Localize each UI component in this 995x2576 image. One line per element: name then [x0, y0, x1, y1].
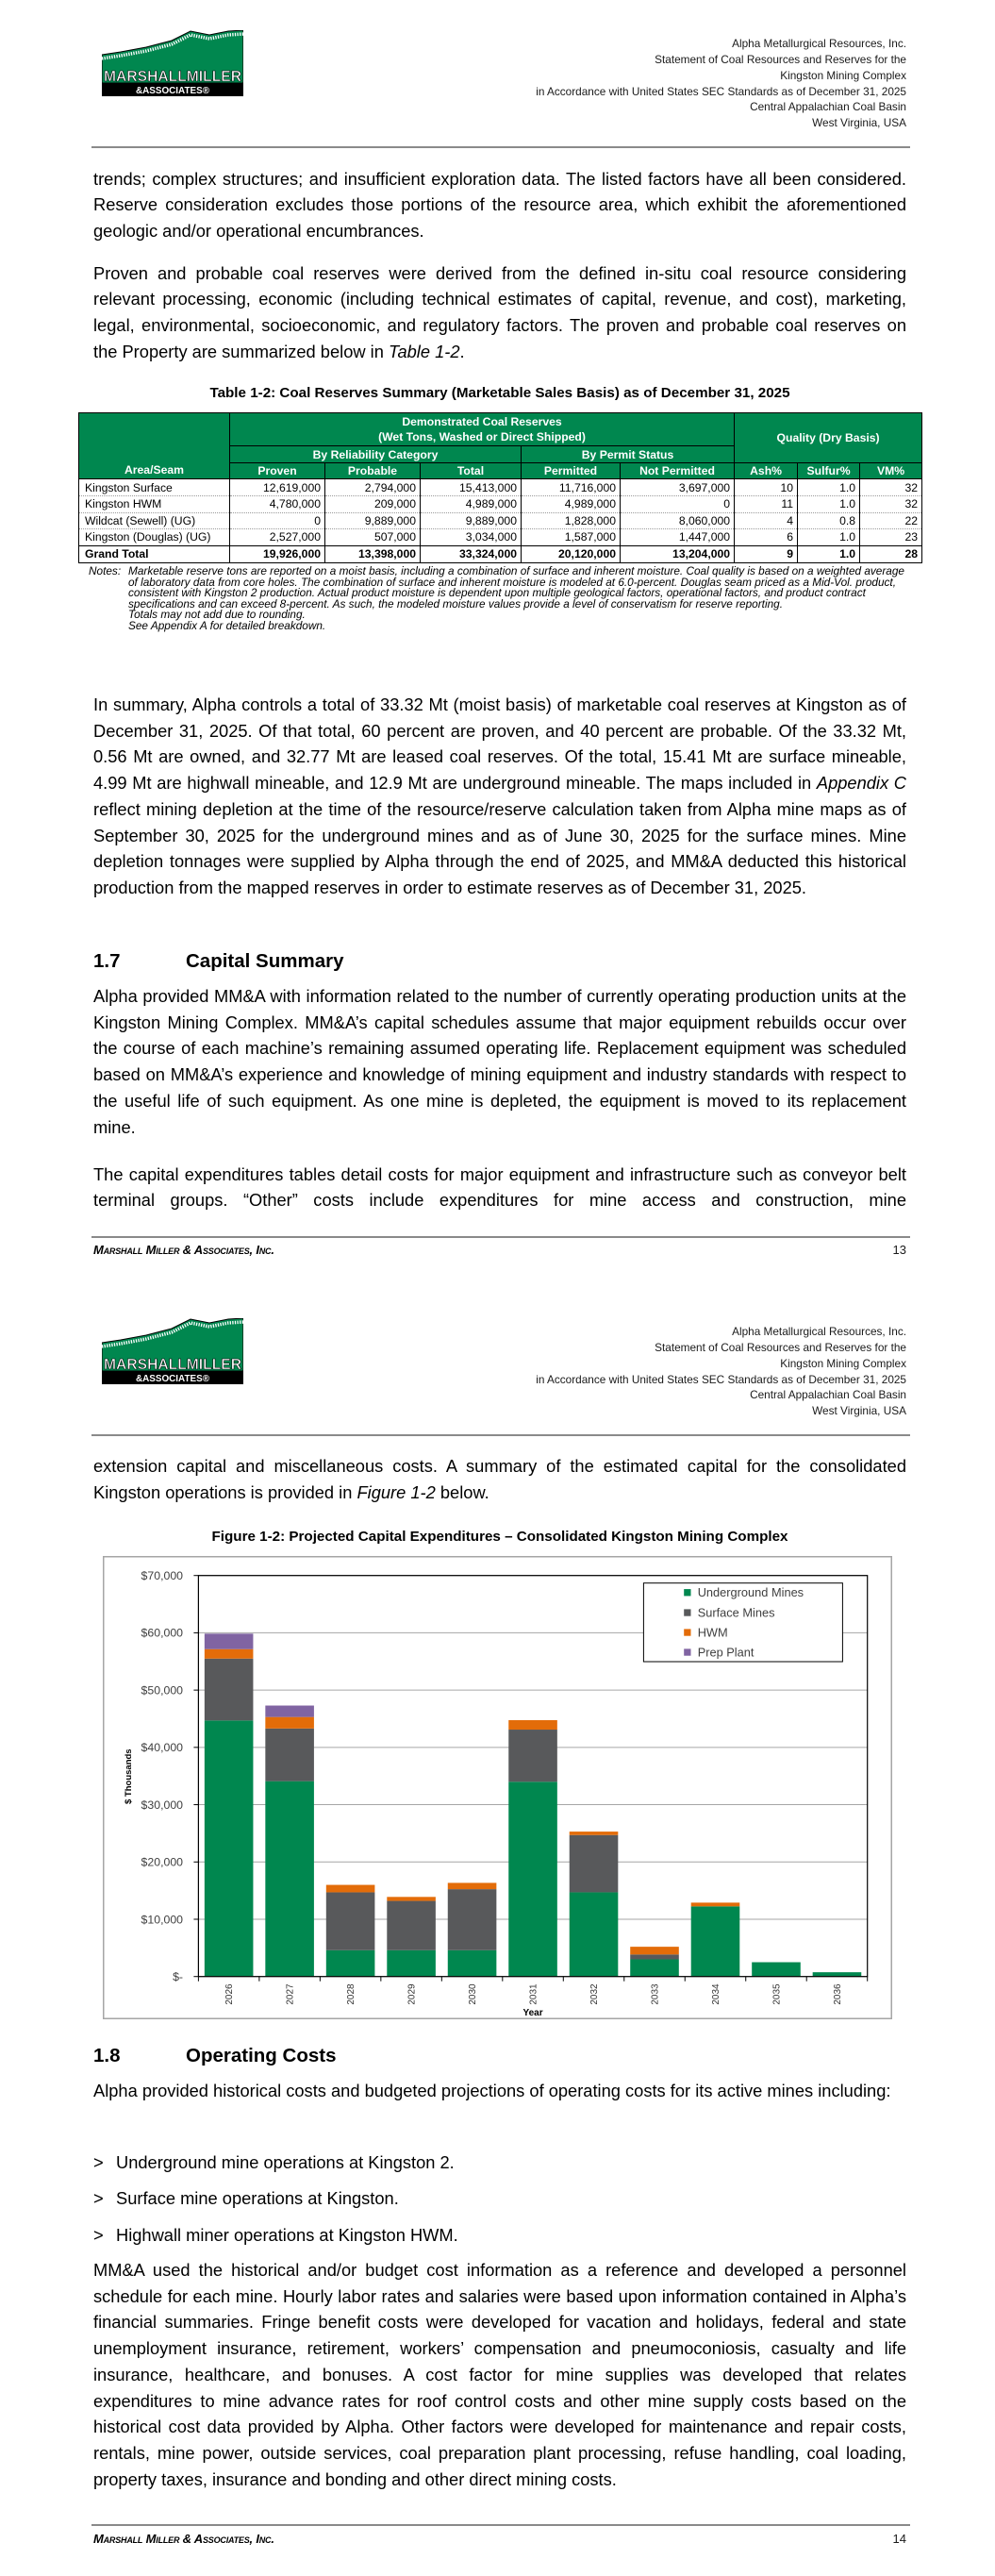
page-number: 14	[892, 2531, 906, 2546]
x-tick-label: 2035	[771, 1983, 783, 2005]
header-standards: in Accordance with United States SEC Standards as of December 31, 2025	[536, 1372, 906, 1386]
bar-surface-mines-2027	[265, 1729, 314, 1781]
paragraph-cost-methodology: MM&A used the historical and/or budget cost information as a reference and developed a personnel schedule for each mine. Hourly labor rates and salaries were based upon information contained in Alpha’s financial summaries. Fringe benefit costs were developed for vacation and holidays, federal and state unemployment insurance, retirement, workers’ compensation and pneumoconiosis, casualty and life insurance, healthcare, and bonuses. A cost factor for mine supplies was developed that relates expenditures to mine advance rates for roof control costs and other mine supply costs based on the historical cost data provided by Alpha. Other factors were developed for maintenance and repair costs, rentals, mine power, outside services, coal preparation plant processing, refuse handling, coal loading, property taxes, insurance and bonding and other direct mining costs.	[93, 2260, 906, 2489]
bar-hwm-2028	[326, 1885, 375, 1893]
cell-sulfur: 0.8	[798, 512, 860, 529]
section-title: Capital Summary	[186, 950, 344, 972]
cell-total: 3,034,000	[421, 529, 522, 546]
y-tick-label: $-	[173, 1970, 183, 1983]
bullet-item	[93, 2185, 906, 2212]
page-number: 13	[892, 1243, 906, 1257]
page-header-text	[322, 1324, 906, 1419]
capital-expenditures-chart	[103, 1556, 892, 2019]
table-row	[79, 512, 922, 529]
cell-ash: 4	[735, 512, 798, 529]
column-header-probable: Probable	[325, 463, 421, 479]
bullet-arrow-icon: >	[93, 2224, 104, 2245]
cell-not-permitted: 13,204,000	[621, 545, 735, 562]
bar-hwm-2033	[630, 1947, 679, 1954]
column-group-demonstrated-reserves	[230, 413, 735, 446]
y-tick-label: $30,000	[141, 1798, 183, 1812]
paragraph-capital-summary-intro	[93, 1453, 906, 1505]
cell-total: 4,989,000	[421, 495, 522, 512]
bar-underground-mines-2027	[265, 1781, 314, 1977]
cell-area-seam: Grand Total	[79, 545, 230, 562]
table-row	[79, 529, 922, 546]
section-heading-operating-costs	[93, 2043, 336, 2069]
legend-label: Underground Mines	[697, 1585, 804, 1600]
bar-hwm-2032	[570, 1832, 619, 1835]
cell-permitted: 20,120,000	[522, 545, 621, 562]
cell-area-seam: Wildcat (Sewell) (UG)	[79, 512, 230, 529]
paragraph-tail: reflect mining depletion at the time of the resource/reserve calculation taken from Alpha mine maps as of September 30, 2025 for the underground mines and as of June 30, 2025 for the surface mines. Mine depletion tonnages were supplied by Alpha through the end of 2025, and MM&A deducted this historical production from the mapped reserves in order to estimate reserves as of December 31, 2025.	[93, 798, 906, 897]
header-company: Alpha Metallurgical Resources, Inc.	[732, 1325, 906, 1339]
bar-surface-mines-2033	[630, 1954, 679, 1959]
bar-prep-plant-2027	[265, 1706, 314, 1717]
bar-surface-mines-2026	[205, 1659, 254, 1721]
paragraph-tail: below.	[435, 1481, 489, 1502]
cell-probable: 2,794,000	[325, 479, 421, 496]
cell-probable: 507,000	[325, 529, 421, 546]
bar-underground-mines-2028	[326, 1950, 375, 1977]
bullet-arrow-icon: >	[93, 2152, 104, 2172]
header-company: Alpha Metallurgical Resources, Inc.	[732, 37, 906, 51]
x-tick-label: 2027	[285, 1983, 296, 2005]
section-heading-capital-summary	[93, 948, 343, 975]
header-complex: Kingston Mining Complex	[780, 1356, 906, 1370]
paragraph-exclusions: trends; complex structures; and insufficient exploration data. The listed factors have all been considered. Reserve consideration excludes those portions of the resource area, which exhibit the aforementioned geologic and/or operational encumbrances.	[93, 168, 906, 241]
notes-label: Notes:	[89, 564, 122, 577]
x-tick-label: 2030	[468, 1983, 479, 2005]
marshall-miller-logo	[102, 30, 243, 96]
cell-total: 15,413,000	[421, 479, 522, 496]
legend-label: HWM	[697, 1625, 728, 1640]
paragraph-reserves-summary	[93, 692, 906, 901]
column-group-reliability: By Reliability Category	[230, 446, 522, 463]
group-subtitle: (Wet Tons, Washed or Direct Shipped)	[378, 430, 586, 444]
header-location: West Virginia, USA	[812, 116, 906, 130]
y-tick-label: $60,000	[141, 1626, 183, 1640]
note-item: See Appendix A for detailed breakdown.	[128, 618, 326, 632]
paragraph-text: extension capital and miscellaneous costs. A summary of the estimated capital for the consolidated Kingston operations is provided in	[93, 1456, 906, 1502]
header-report-title: Statement of Coal Resources and Reserves for the	[655, 1341, 906, 1355]
column-header-not-permitted: Not Permitted	[621, 463, 735, 479]
bullet-text: Underground mine operations at Kingston 2.	[116, 2152, 455, 2172]
cell-vm: 22	[860, 512, 922, 529]
table-title: Table 1-2: Coal Reserves Summary (Marketable Sales Basis) as of December 31, 2025	[209, 384, 790, 401]
cell-proven: 19,926,000	[230, 545, 325, 562]
figure-title: Figure 1-2: Projected Capital Expenditures – Consolidated Kingston Mining Complex	[211, 1529, 788, 1546]
cell-not-permitted: 3,697,000	[621, 479, 735, 496]
legend-label: Surface Mines	[697, 1605, 775, 1620]
cell-proven: 4,780,000	[230, 495, 325, 512]
cell-proven: 2,527,000	[230, 529, 325, 546]
bullet-item	[93, 2149, 906, 2176]
table-header-row	[79, 413, 922, 446]
x-tick-label: 2033	[650, 1983, 661, 2005]
cell-sulfur: 1.0	[798, 545, 860, 562]
footer-company: Marshall Miller & Associates, Inc.	[93, 2531, 274, 2546]
column-header-vm: VM%	[860, 463, 922, 479]
group-title: Demonstrated Coal Reserves	[402, 415, 562, 429]
marshall-miller-logo	[102, 1318, 243, 1384]
bar-underground-mines-2030	[448, 1950, 497, 1977]
logo-associates: &ASSOCIATES®	[136, 1373, 210, 1384]
cell-not-permitted: 1,447,000	[621, 529, 735, 546]
cell-proven: 12,619,000	[230, 479, 325, 496]
header-basin: Central Appalachian Coal Basin	[750, 1388, 906, 1402]
cell-sulfur: 1.0	[798, 479, 860, 496]
legend-swatch-icon	[684, 1589, 690, 1596]
cell-not-permitted: 0	[621, 495, 735, 512]
legend-swatch-icon	[684, 1629, 690, 1635]
paragraph-capital-tables: The capital expenditures tables detail costs for major equipment and infrastructure such as conveyor belt terminal groups. “Other” costs include expenditures for mine access and construction, mine	[93, 1163, 906, 1211]
column-header-permitted: Permitted	[522, 463, 621, 479]
header-report-title: Statement of Coal Resources and Reserves for the	[655, 53, 906, 67]
cell-permitted: 1,828,000	[522, 512, 621, 529]
bar-underground-mines-2033	[630, 1959, 679, 1976]
cell-total: 33,324,000	[421, 545, 522, 562]
header-location: West Virginia, USA	[812, 1404, 906, 1418]
notes-body	[128, 566, 907, 631]
bullet-item	[93, 2222, 906, 2249]
cell-area-seam: Kingston HWM	[79, 495, 230, 512]
header-standards: in Accordance with United States SEC Standards as of December 31, 2025	[536, 84, 906, 98]
bullet-text: Surface mine operations at Kingston.	[116, 2188, 399, 2209]
column-header-area-seam: Area/Seam	[79, 413, 230, 479]
bar-hwm-2029	[387, 1897, 436, 1900]
cell-permitted: 4,989,000	[522, 495, 621, 512]
column-header-total: Total	[421, 463, 522, 479]
legend-label: Prep Plant	[697, 1645, 755, 1660]
cell-probable: 9,889,000	[325, 512, 421, 529]
appendix-reference: Appendix C	[816, 773, 907, 794]
paragraph-tail: .	[459, 341, 465, 361]
cell-probable: 13,398,000	[325, 545, 421, 562]
column-group-permit-status: By Permit Status	[522, 446, 735, 463]
x-tick-label: 2034	[711, 1983, 722, 2005]
cell-vm: 23	[860, 529, 922, 546]
header-complex: Kingston Mining Complex	[780, 68, 906, 82]
paragraph-text: In summary, Alpha controls a total of 33.32 Mt (moist basis) of marketable coal reserves at Kingston as of December 31, 2025. Of that total, 60 percent are proven, and 40 percent are probable. Of the 33.32 Mt, 0.56 Mt are owned, and 32.77 Mt are leased coal reserves. Of the total, 15.41 Mt are surface mineable, 4.99 Mt are highwall mineable, and 12.9 Mt are underground mineable. The maps included in	[93, 694, 906, 794]
y-tick-label: $50,000	[141, 1683, 183, 1698]
cell-ash: 10	[735, 479, 798, 496]
legend-item-surface-mines	[684, 1605, 774, 1619]
x-tick-label: 2031	[528, 1983, 539, 2005]
table-total-row	[79, 545, 922, 562]
legend-swatch-icon	[684, 1648, 690, 1655]
legend-swatch-icon	[684, 1609, 690, 1615]
cell-ash: 9	[735, 545, 798, 562]
legend-item-underground-mines	[684, 1585, 804, 1599]
cell-total: 9,889,000	[421, 512, 522, 529]
column-header-ash: Ash%	[735, 463, 798, 479]
bullet-text: Highwall miner operations at Kingston HWM.	[116, 2224, 458, 2245]
bar-hwm-2026	[205, 1649, 254, 1659]
page-header-text	[322, 36, 906, 131]
cell-probable: 209,000	[325, 495, 421, 512]
bar-surface-mines-2031	[508, 1730, 557, 1781]
y-tick-label: $40,000	[141, 1741, 183, 1755]
section-number: 1.7	[93, 950, 121, 972]
column-group-quality: Quality (Dry Basis)	[735, 413, 922, 463]
paragraph-text: Proven and probable coal reserves were derived from the defined in-situ coal resource considering relevant processing, economic (including technical estimates of capital, revenue, and cost), marketing, legal, environmental, socioeconomic, and regulatory factors. The proven and probable coal reserves on the Property are summarized below in	[93, 262, 906, 361]
y-tick-label: $70,000	[141, 1569, 183, 1582]
section-title: Operating Costs	[186, 2044, 337, 2066]
bar-underground-mines-2029	[387, 1950, 436, 1977]
y-tick-label: $10,000	[141, 1913, 183, 1927]
x-axis-title: Year	[522, 2008, 543, 2018]
y-tick-label: $20,000	[141, 1855, 183, 1869]
bar-surface-mines-2029	[387, 1901, 436, 1950]
table-row	[79, 479, 922, 496]
logo-name: MARSHALLMILLER	[104, 69, 242, 85]
table-notes	[89, 566, 907, 631]
cell-permitted: 1,587,000	[522, 529, 621, 546]
cell-vm: 32	[860, 479, 922, 496]
cell-area-seam: Kingston Surface	[79, 479, 230, 496]
logo-name: MARSHALLMILLER	[104, 1357, 242, 1373]
bar-prep-plant-2026	[205, 1633, 254, 1648]
cell-vm: 28	[860, 545, 922, 562]
bar-underground-mines-2026	[205, 1720, 254, 1976]
table-row	[79, 495, 922, 512]
bar-underground-mines-2035	[752, 1963, 801, 1977]
y-axis-title: $ Thousands	[124, 1748, 134, 1804]
footer-divider	[91, 2524, 910, 2526]
cell-proven: 0	[230, 512, 325, 529]
bullet-arrow-icon: >	[93, 2188, 104, 2209]
header-divider	[91, 1434, 910, 1436]
table-reference: Table 1-2	[388, 341, 460, 361]
chart-legend	[643, 1583, 842, 1662]
cell-ash: 6	[735, 529, 798, 546]
column-header-proven: Proven	[230, 463, 325, 479]
bar-underground-mines-2032	[570, 1892, 619, 1976]
coal-reserves-table	[78, 412, 922, 563]
x-tick-label: 2026	[224, 1983, 236, 2005]
cell-not-permitted: 8,060,000	[621, 512, 735, 529]
bar-hwm-2027	[265, 1717, 314, 1729]
x-tick-label: 2029	[406, 1983, 418, 2005]
bar-underground-mines-2034	[691, 1906, 740, 1976]
x-tick-label: 2032	[589, 1983, 601, 2005]
bar-surface-mines-2030	[448, 1889, 497, 1950]
figure-reference: Figure 1-2	[357, 1481, 436, 1502]
cell-area-seam: Kingston (Douglas) (UG)	[79, 529, 230, 546]
cell-vm: 32	[860, 495, 922, 512]
footer-divider	[91, 1236, 910, 1238]
x-tick-label: 2036	[833, 1983, 844, 2005]
paragraph-capital-schedules: Alpha provided MM&A with information related to the number of currently operating production units at the Kingston Mining Complex. MM&A’s capital schedules assume that major equipment rebuilds occur over the course of each machine’s remaining assumed operating life. Replacement equipment was scheduled based on MM&A’s experience and knowledge of mining equipment and industry standards with respect to the useful life of such equipment. As one mine is depleted, the equipment is moved to its replacement mine.	[93, 986, 906, 1137]
bar-hwm-2031	[508, 1720, 557, 1730]
footer-company: Marshall Miller & Associates, Inc.	[93, 1243, 274, 1257]
paragraph-reserves-derivation	[93, 260, 906, 365]
cell-ash: 11	[735, 495, 798, 512]
section-number: 1.8	[93, 2044, 121, 2066]
header-divider	[91, 146, 910, 148]
x-tick-label: 2028	[346, 1983, 357, 2005]
bar-underground-mines-2031	[508, 1781, 557, 1976]
logo-associates: &ASSOCIATES®	[136, 85, 210, 96]
cell-sulfur: 1.0	[798, 495, 860, 512]
bar-surface-mines-2028	[326, 1892, 375, 1949]
bar-surface-mines-2032	[570, 1835, 619, 1893]
note-item: Totals may not add due to rounding.	[128, 608, 306, 621]
bar-hwm-2034	[691, 1902, 740, 1906]
note-item: Marketable reserve tons are reported on a moist basis, including a combination of surface and inherent moisture. Coal quality is based on a weighted average of laboratory data from core holes. The combination of surface and inherent moisture is modeled at 6.0-percent. Douglas seam priced as a Mid-Vol. product, consistent with Kingston 2 production. Actual product moisture is dependent upon multiple geological factors, operational factors, and product contract specifications and can exceed 8-percent. As such, the modeled moisture values provide a level of conservatism for reserve reporting.	[128, 564, 904, 611]
cell-sulfur: 1.0	[798, 529, 860, 546]
bar-underground-mines-2036	[813, 1972, 862, 1977]
paragraph-operating-costs-intro: Alpha provided historical costs and budgeted projections of operating costs for its active mines including:	[93, 2081, 891, 2100]
bar-hwm-2030	[448, 1882, 497, 1889]
column-header-sulfur: Sulfur%	[798, 463, 860, 479]
cell-permitted: 11,716,000	[522, 479, 621, 496]
header-basin: Central Appalachian Coal Basin	[750, 100, 906, 114]
